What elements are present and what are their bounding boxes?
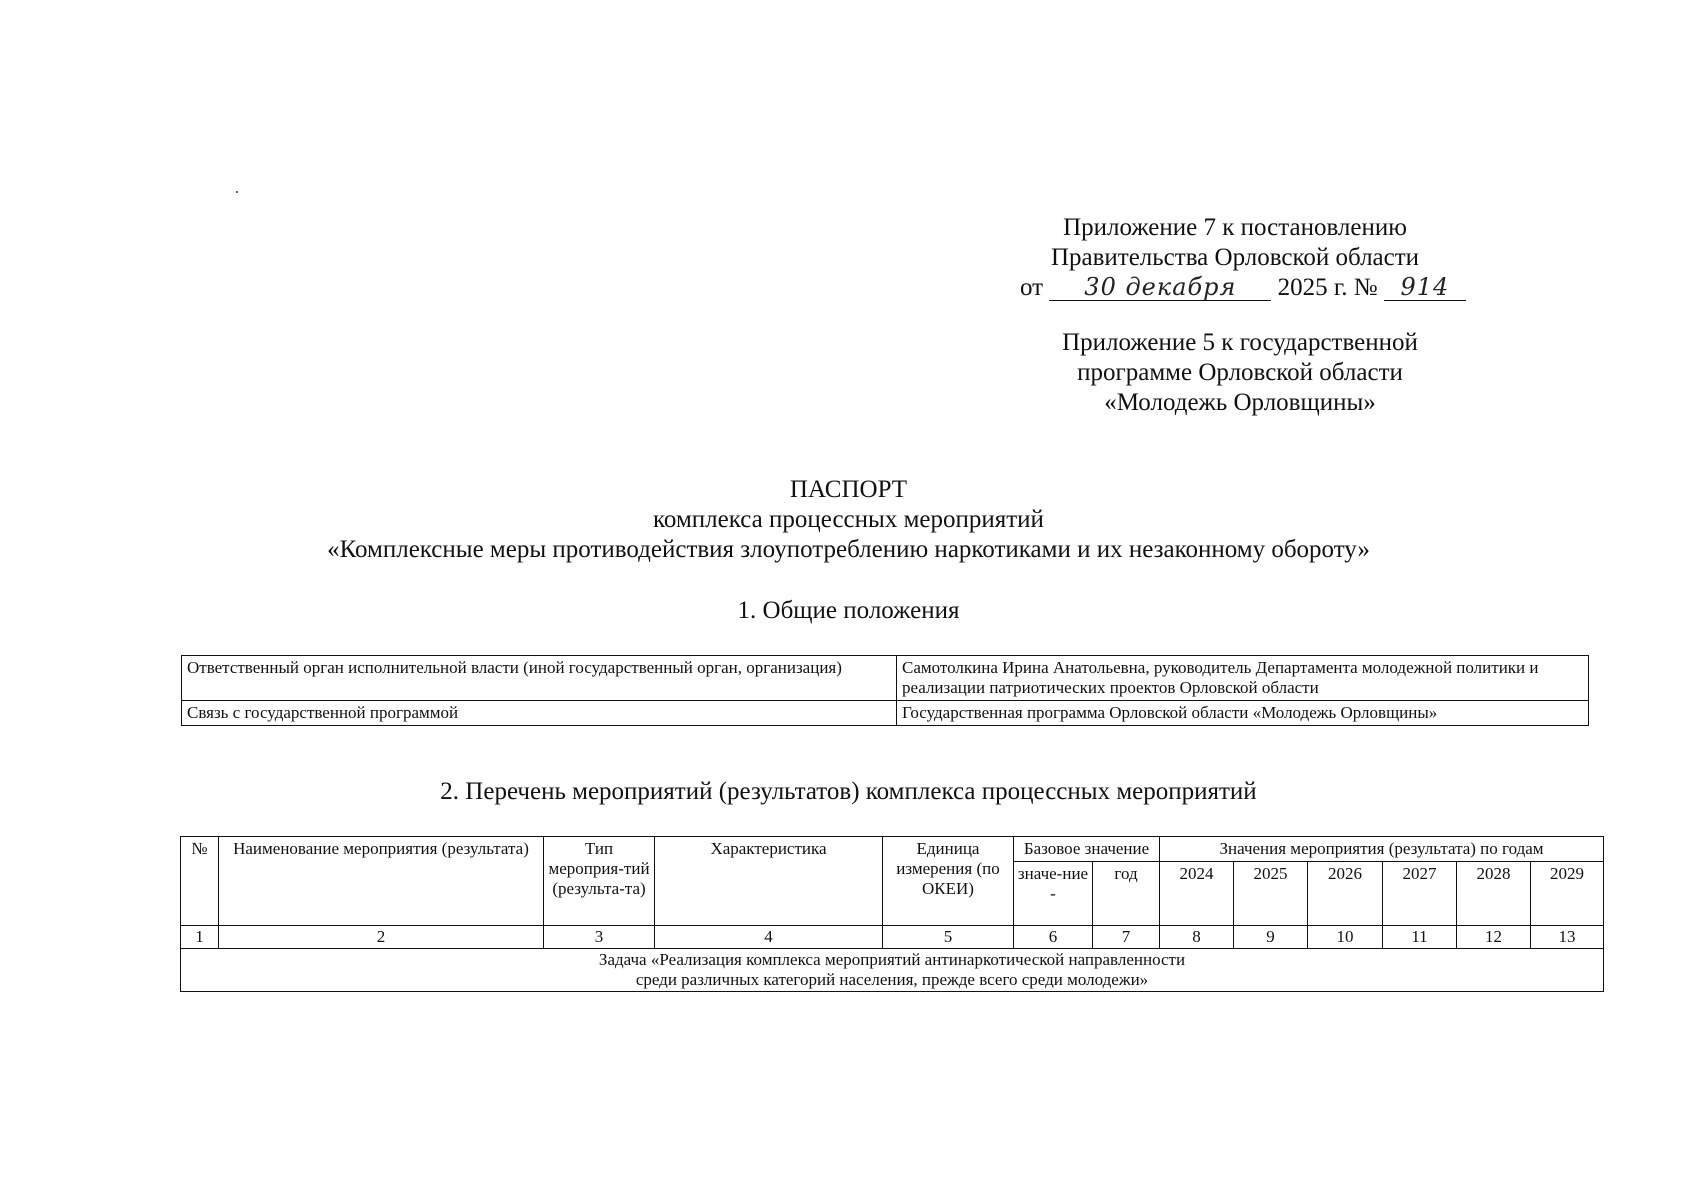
- appendix5-header: [1040, 328, 1440, 418]
- general-provisions-table: [181, 655, 1589, 726]
- column-number: 6: [1014, 926, 1093, 949]
- appendix7-line1: Приложение 7 к постановлению: [1063, 214, 1407, 241]
- events-table: [180, 836, 1604, 992]
- program-link-label: Связь с государственной программой: [182, 701, 897, 726]
- appendix5-line1: Приложение 5 к государственной: [1062, 329, 1418, 356]
- year-header: 2028: [1457, 862, 1531, 926]
- column-number: 7: [1093, 926, 1160, 949]
- year-header: 2025: [1234, 862, 1308, 926]
- handwritten-number: 914: [1384, 274, 1466, 301]
- task-cell: [181, 949, 1604, 992]
- year-header: 2026: [1308, 862, 1383, 926]
- column-number: 8: [1160, 926, 1234, 949]
- col-name-header: Наименование мероприятия (результата): [219, 837, 544, 926]
- task-line1: Задача «Реализация комплекса мероприятий антинаркотической направленности: [598, 950, 1186, 969]
- col-base-value-header: [1014, 862, 1093, 926]
- section2-heading: 2. Перечень мероприятий (результатов) комплекса процессных мероприятий: [440, 778, 1257, 805]
- column-number: 13: [1531, 926, 1604, 949]
- column-number: 1: [181, 926, 219, 949]
- column-number: 3: [544, 926, 655, 949]
- scan-speck: [236, 191, 238, 193]
- column-number: 5: [883, 926, 1014, 949]
- date-year: 2025 г. №: [1277, 274, 1378, 301]
- responsible-body-value: Самотолкина Ирина Анатольевна, руководитель Департамента молодежной политики и реализации патриотических проектов Орловской области: [897, 656, 1589, 701]
- base-value-mark: -: [1050, 884, 1056, 903]
- task-line2: среди различных категорий населения, прежде всего среди молодежи»: [635, 970, 1149, 989]
- column-number: 4: [655, 926, 883, 949]
- column-number: 11: [1383, 926, 1457, 949]
- appendix5-line2: программе Орловской области: [1077, 359, 1403, 386]
- appendix7-header: [1020, 213, 1450, 303]
- title-line3: «Комплексные меры противодействия злоупотреблению наркотиками и их незаконному обороту»: [327, 536, 1370, 563]
- passport-title: [0, 475, 1697, 565]
- title-line1: ПАСПОРТ: [789, 476, 908, 503]
- col-characteristic-header: Характеристика: [655, 837, 883, 926]
- appendix7-line2: Правительства Орловской области: [1050, 244, 1420, 271]
- appendix5-line3: «Молодежь Орловщины»: [1104, 389, 1376, 416]
- col-number-header: №: [181, 837, 219, 926]
- column-number: 10: [1308, 926, 1383, 949]
- resolution-date-line: [1020, 273, 1450, 303]
- handwritten-date: 30 декабря: [1049, 274, 1271, 301]
- base-value-label: значе-ние: [1017, 864, 1089, 883]
- section1-heading: 1. Общие положения: [737, 597, 960, 624]
- date-prefix: от: [1020, 274, 1044, 301]
- table-row: [182, 656, 1589, 701]
- column-number: 9: [1234, 926, 1308, 949]
- responsible-body-label: Ответственный орган исполнительной власти (иной государственный орган, организация): [182, 656, 897, 701]
- col-base-year-header: год: [1093, 862, 1160, 926]
- col-years-header: Значения мероприятия (результата) по годам: [1160, 837, 1604, 862]
- table-row: [182, 701, 1589, 726]
- col-base-header: Базовое значение: [1014, 837, 1160, 862]
- column-number: 2: [219, 926, 544, 949]
- column-numbers-row: [181, 926, 1604, 949]
- year-header: 2027: [1383, 862, 1457, 926]
- col-unit-header: Единица измерения (по ОКЕИ): [883, 837, 1014, 926]
- col-type-header: Тип мероприя-тий (результа-та): [544, 837, 655, 926]
- program-link-value: Государственная программа Орловской области «Молодежь Орловщины»: [897, 701, 1589, 726]
- header-row-1: [181, 837, 1604, 862]
- column-number: 12: [1457, 926, 1531, 949]
- year-header: 2024: [1160, 862, 1234, 926]
- title-line2: комплекса процессных мероприятий: [653, 506, 1044, 533]
- year-header: 2029: [1531, 862, 1604, 926]
- task-row: [181, 949, 1604, 992]
